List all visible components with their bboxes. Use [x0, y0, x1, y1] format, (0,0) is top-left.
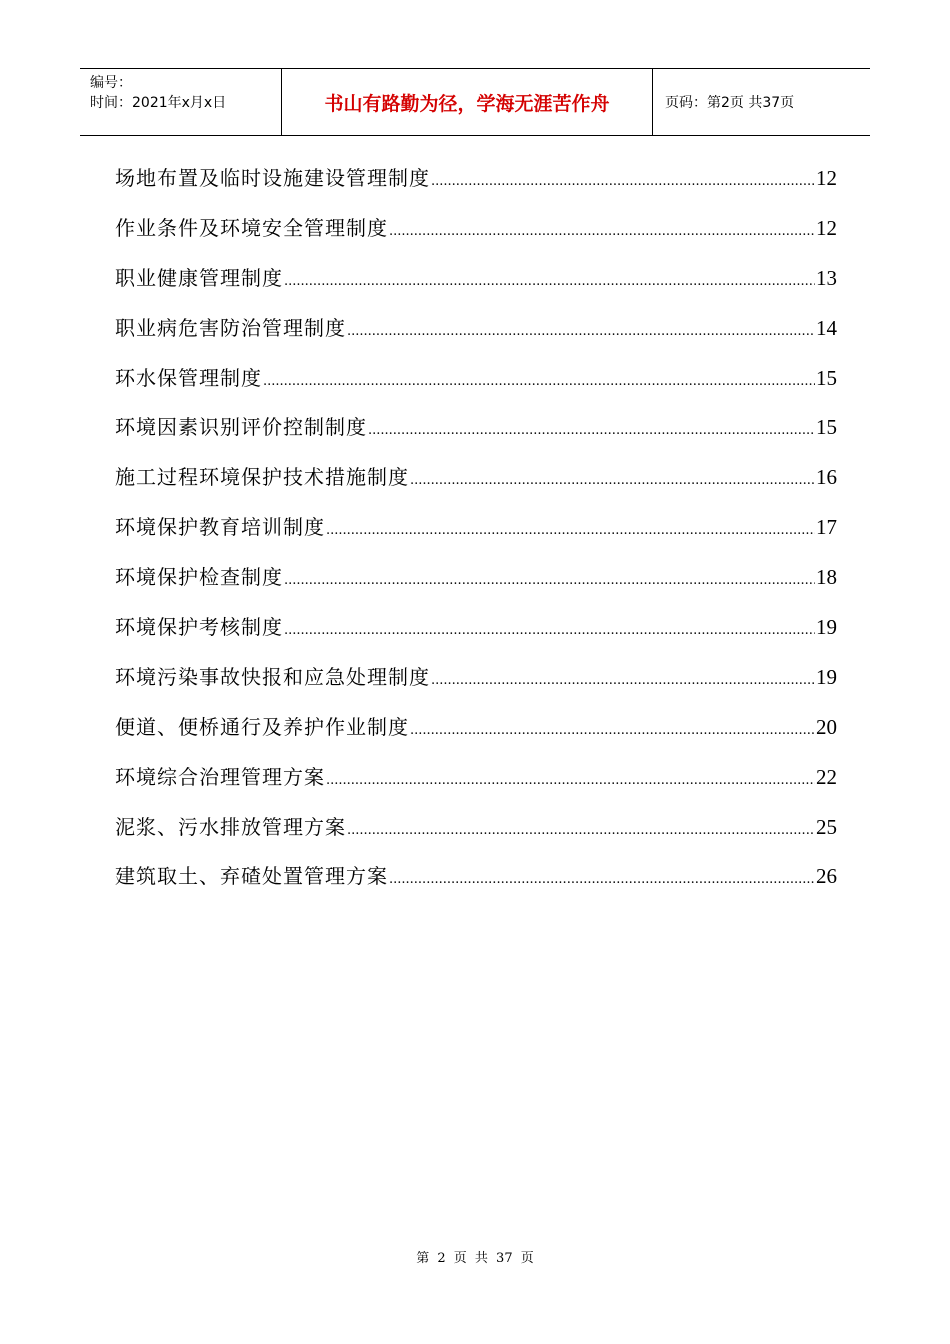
toc-entry[interactable] — [115, 511, 837, 561]
header-meta — [80, 69, 282, 135]
toc-entry-page: 18 — [816, 565, 837, 590]
toc-entry-title: 泥浆、污水排放管理方案 — [115, 814, 346, 839]
page-header — [80, 68, 870, 136]
toc-entry-page: 19 — [816, 664, 837, 689]
toc-leader-dots — [389, 872, 815, 887]
toc-leader-dots — [284, 573, 815, 588]
toc-leader-dots — [326, 773, 815, 788]
toc-leader-dots — [326, 523, 815, 538]
header-motto: 书山有路勤为径，学海无涯苦作舟 — [282, 69, 653, 135]
header-page-info: 页码：第2页 共37页 — [665, 95, 795, 111]
toc-entry-page: 25 — [816, 814, 837, 839]
document-number-label: 编号： — [90, 75, 132, 91]
table-of-contents — [115, 162, 837, 910]
toc-entry-page: 16 — [816, 465, 837, 490]
toc-entry[interactable] — [115, 362, 837, 412]
toc-leader-dots — [431, 174, 815, 189]
toc-entry[interactable] — [115, 811, 837, 861]
toc-entry-page: 15 — [816, 415, 837, 440]
toc-entry-page: 15 — [816, 365, 837, 390]
toc-leader-dots — [263, 374, 815, 389]
toc-entry[interactable] — [115, 162, 837, 212]
toc-leader-dots — [410, 723, 815, 738]
toc-entry-title: 作业条件及环境安全管理制度 — [115, 215, 388, 240]
toc-entry-title: 环境污染事故快报和应急处理制度 — [115, 664, 430, 689]
toc-entry[interactable] — [115, 661, 837, 711]
toc-entry-title: 环境因素识别评价控制制度 — [115, 415, 367, 440]
toc-leader-dots — [389, 224, 815, 239]
toc-entry[interactable] — [115, 761, 837, 811]
toc-entry-page: 26 — [816, 864, 837, 889]
page-footer: 第 2 页 共 37 页 — [416, 1251, 534, 1266]
toc-entry[interactable] — [115, 711, 837, 761]
toc-entry[interactable] — [115, 411, 837, 461]
toc-entry-title: 施工过程环境保护技术措施制度 — [115, 465, 409, 490]
toc-entry-title: 环境保护检查制度 — [115, 565, 283, 590]
toc-entry-title: 职业健康管理制度 — [115, 265, 283, 290]
document-time-label: 时间：2021年x月x日 — [90, 95, 227, 111]
toc-leader-dots — [347, 324, 815, 339]
toc-entry[interactable] — [115, 561, 837, 611]
toc-entry-title: 环境保护考核制度 — [115, 615, 283, 640]
toc-entry-title: 建筑取土、弃碴处置管理方案 — [115, 864, 388, 889]
toc-entry-title: 便道、便桥通行及养护作业制度 — [115, 714, 409, 739]
toc-entry-title: 场地布置及临时设施建设管理制度 — [115, 166, 430, 190]
toc-entry[interactable] — [115, 611, 837, 661]
toc-entry[interactable] — [115, 312, 837, 362]
toc-entry[interactable] — [115, 262, 837, 312]
toc-entry[interactable] — [115, 212, 837, 262]
toc-entry-page: 12 — [816, 215, 837, 240]
toc-leader-dots — [347, 823, 815, 838]
toc-entry-title: 环境保护教育培训制度 — [115, 515, 325, 540]
toc-leader-dots — [368, 423, 815, 438]
toc-entry[interactable] — [115, 860, 837, 910]
toc-entry-page: 14 — [816, 315, 837, 340]
toc-entry-page: 13 — [816, 265, 837, 290]
toc-entry-page: 12 — [816, 166, 837, 190]
toc-entry-page: 20 — [816, 714, 837, 739]
toc-entry-page: 19 — [816, 615, 837, 640]
toc-leader-dots — [284, 623, 815, 638]
toc-leader-dots — [284, 274, 815, 289]
toc-leader-dots — [410, 473, 815, 488]
toc-entry-page: 17 — [816, 515, 837, 540]
toc-entry-title: 环境综合治理管理方案 — [115, 764, 325, 789]
toc-entry-title: 职业病危害防治管理制度 — [115, 315, 346, 340]
toc-leader-dots — [431, 673, 815, 688]
toc-entry-title: 环水保管理制度 — [115, 365, 262, 390]
toc-entry[interactable] — [115, 461, 837, 511]
toc-entry-page: 22 — [816, 764, 837, 789]
